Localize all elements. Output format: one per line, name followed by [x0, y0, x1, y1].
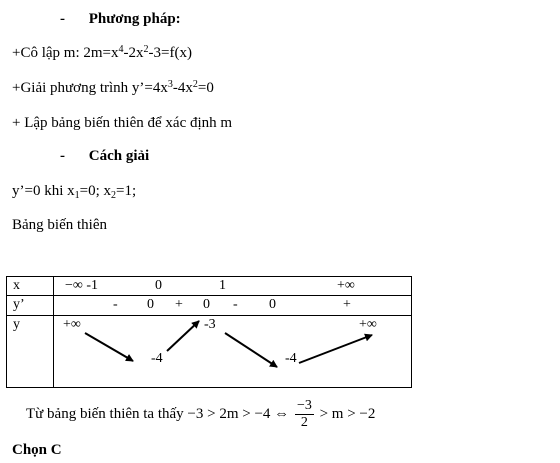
method-step-table: + Lập bảng biến thiên để xác định m [12, 115, 233, 131]
variation-table [6, 276, 412, 388]
increasing-arrow [167, 321, 199, 351]
method-step-isolate: +Cô lập m: $2m=x^4-2x^2-3=f(x)$ [12, 44, 192, 61]
yprime-sign: + [175, 297, 183, 312]
solution-roots: y’=0 khi $x_1=0$; $x_2=1$; [12, 183, 137, 201]
y-value-min: -4 [285, 351, 297, 366]
yprime-zero: 0 [269, 297, 276, 312]
row-label-x: x [13, 278, 20, 293]
yprime-sign: + [343, 297, 351, 312]
method-heading-line [60, 10, 181, 28]
conclusion-line [26, 396, 375, 432]
y-value-max: -3 [204, 317, 216, 332]
y-value-min: -4 [151, 351, 163, 366]
x-value: 1 [219, 278, 226, 293]
conclusion-prefix: Từ bảng biến thiên ta thấy [26, 406, 184, 422]
fraction [295, 398, 314, 431]
conclusion-inequality-1: −3 > 2m > −4 ⇔ [187, 406, 290, 422]
bullet-dash: - [60, 11, 65, 27]
answer: Chọn C [12, 442, 62, 458]
decreasing-arrow [85, 333, 133, 361]
row-label-yprime: y’ [13, 297, 25, 312]
yprime-sign: - [113, 297, 118, 312]
row-label-y: y [13, 317, 20, 332]
fraction-denominator: 2 [300, 415, 308, 431]
increasing-arrow [299, 335, 372, 363]
yprime-sign: - [233, 297, 238, 312]
conclusion-inequality-2: > m > −2 [319, 406, 376, 422]
y-value-limit: +∞ [359, 317, 377, 332]
table-title: Bảng biến thiên [12, 217, 107, 233]
fraction-numerator: −3 [296, 398, 312, 414]
solution-heading-line [60, 147, 149, 165]
method-step-solve: +Giải phương trình $y’=4x^3-4x^2=0$ [12, 79, 214, 96]
variation-arrows [7, 277, 411, 387]
x-value: +∞ [337, 278, 355, 293]
bullet-dash: - [60, 148, 65, 164]
method-heading: Phương pháp: [88, 11, 181, 27]
yprime-zero: 0 [203, 297, 210, 312]
y-value-limit: +∞ [63, 317, 81, 332]
x-value: −∞ -1 [65, 278, 99, 293]
decreasing-arrow [225, 333, 277, 367]
x-value: 0 [155, 278, 162, 293]
yprime-zero: 0 [147, 297, 154, 312]
solution-heading: Cách giải [88, 148, 150, 164]
